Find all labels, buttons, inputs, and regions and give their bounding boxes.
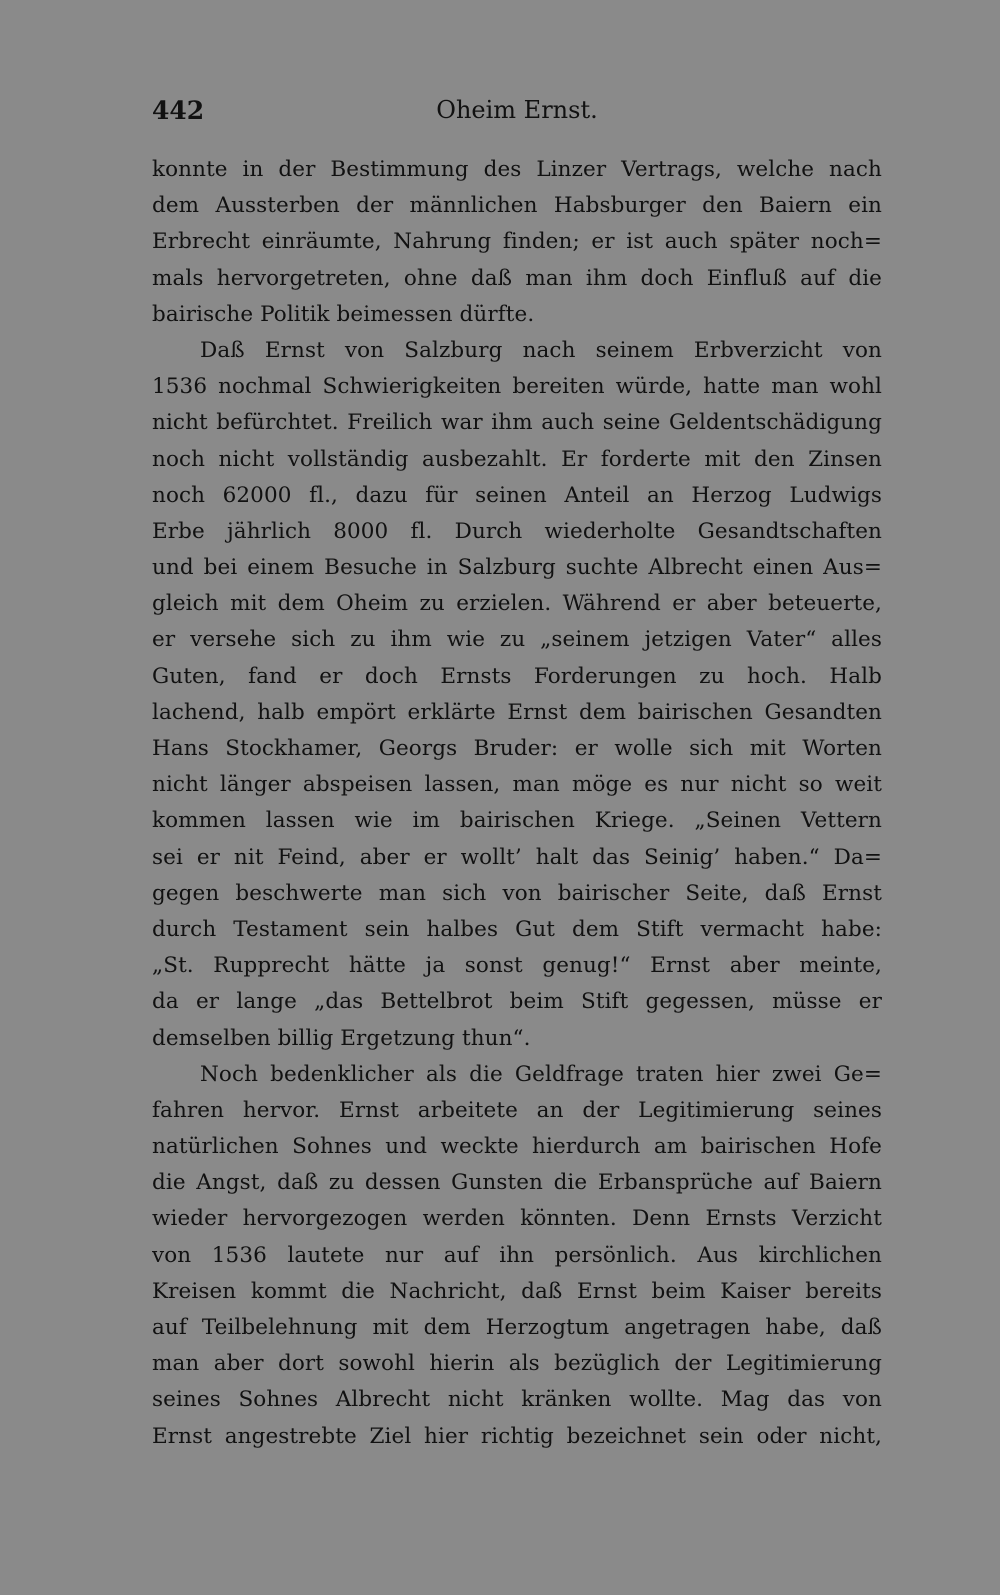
text-line: nicht befürchtet. Freilich war ihm auch seine Geldentschädigung [152, 410, 882, 436]
text-line: natürlichen Sohnes und weckte hierdurch am bairischen Hofe [152, 1134, 882, 1160]
text-line: er versehe sich zu ihm wie zu „seinem jetzigen Vater“ alles [152, 627, 882, 653]
running-title: Oheim Ernst. [436, 96, 598, 124]
text-line: „St. Rupprecht hätte ja sonst genug!“ Ernst aber meinte, [152, 953, 882, 979]
text-line: die Angst, daß zu dessen Gunsten die Erbansprüche auf Baiern [152, 1170, 882, 1196]
text-line: noch 62000 fl., dazu für seinen Anteil an Herzog Ludwigs [152, 482, 882, 508]
body-text [152, 152, 882, 1455]
paragraph [152, 1057, 882, 1455]
text-line: mals hervorgetreten, ohne daß man ihm doch Einfluß auf die [152, 265, 882, 291]
text-line: Erbe jährlich 8000 fl. Durch wiederholte Gesandtschaften [152, 518, 882, 544]
page-number: 442 [152, 96, 205, 125]
text-line: lachend, halb empört erklärte Ernst dem bairischen Gesandten [152, 699, 882, 725]
text-line: Erbrecht einräumte, Nahrung finden; er ist auch später noch= [152, 229, 882, 255]
text-line: man aber dort sowohl hierin als bezüglich der Legitimierung [152, 1351, 882, 1377]
text-line: auf Teilbelehnung mit dem Herzogtum angetragen habe, daß [152, 1315, 882, 1340]
paragraph [152, 152, 882, 333]
text-line: demselben billig Ergetzung thun“. [152, 1025, 531, 1051]
text-line: sei er nit Feind, aber er wollt’ halt das Seinig’ haben.“ Da= [152, 844, 882, 870]
text-line: Guten, fand er doch Ernsts Forderungen zu hoch. Halb [152, 663, 882, 689]
text-line: nicht länger abspeisen lassen, man möge es nur nicht so weit [152, 772, 882, 798]
text-line: gegen beschwerte man sich von bairischer Seite, daß Ernst [152, 880, 882, 906]
text-line: Ernst angestrebte Ziel hier richtig bezeichnet sein oder nicht, [152, 1423, 882, 1449]
text-line: und bei einem Besuche in Salzburg suchte Albrecht einen Aus= [152, 555, 882, 581]
text-line: wieder hervorgezogen werden könnten. Denn Ernsts Verzicht [152, 1206, 882, 1232]
text-line: Kreisen kommt die Nachricht, daß Ernst beim Kaiser bereits [152, 1278, 882, 1304]
page-header [152, 96, 882, 136]
text-line: kommen lassen wie im bairischen Kriege. „Seinen Vettern [152, 808, 882, 834]
text-line: 1536 nochmal Schwierigkeiten bereiten würde, hatte man wohl [152, 374, 882, 400]
text-line: dem Aussterben der männlichen Habsburger den Baiern ein [152, 193, 882, 219]
text-line: durch Testament sein halbes Gut dem Stift vermacht habe: [152, 916, 882, 942]
text-line: Hans Stockhamer, Georgs Bruder: er wolle sich mit Worten [152, 736, 882, 761]
text-line: Daß Ernst von Salzburg nach seinem Erbverzicht von [200, 337, 882, 363]
text-line: fahren hervor. Ernst arbeitete an der Legitimierung seines [152, 1097, 882, 1123]
text-line: noch nicht vollständig ausbezahlt. Er forderte mit den Zinsen [152, 446, 882, 472]
text-line: Noch bedenklicher als die Geldfrage traten hier zwei Ge= [200, 1061, 882, 1087]
text-line: von 1536 lautete nur auf ihn persönlich. Aus kirchlichen [152, 1242, 882, 1268]
text-line: bairische Politik beimessen dürfte. [152, 301, 535, 327]
text-line: konnte in der Bestimmung des Linzer Vertrags, welche nach [152, 157, 882, 182]
paragraph [152, 333, 882, 1057]
text-line: gleich mit dem Oheim zu erzielen. Während er aber beteuerte, [152, 591, 882, 617]
text-line: da er lange „das Bettelbrot beim Stift gegessen, müsse er [152, 989, 882, 1015]
text-line: seines Sohnes Albrecht nicht kränken wollte. Mag das von [152, 1387, 882, 1413]
